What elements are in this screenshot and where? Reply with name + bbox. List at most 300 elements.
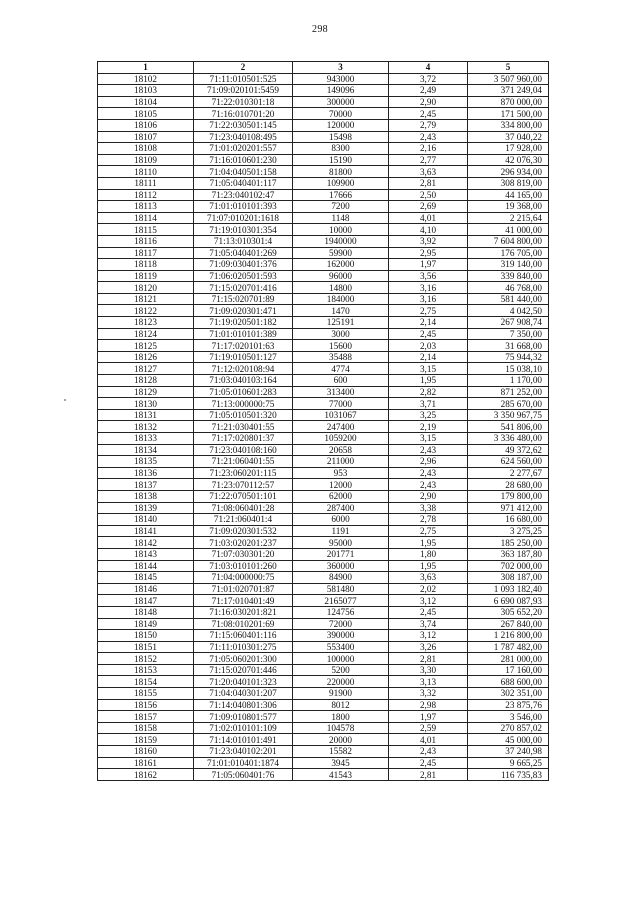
table-row <box>98 537 549 549</box>
rate-cell: 3,63 <box>389 572 468 584</box>
table-row <box>98 119 549 131</box>
row-number-cell: 18154 <box>98 676 194 688</box>
table-row <box>98 247 549 259</box>
area-cell: 953 <box>293 467 389 479</box>
value-cell: 624 560,00 <box>468 456 549 468</box>
cadastral-number-cell: 71:12:020108:94 <box>194 363 293 375</box>
area-cell: 100000 <box>293 653 389 665</box>
area-cell: 3000 <box>293 328 389 340</box>
rate-cell: 3,25 <box>389 409 468 421</box>
cadastral-number-cell: 71:07:030301:20 <box>194 548 293 560</box>
row-number-cell: 18127 <box>98 363 194 375</box>
row-number-cell: 18129 <box>98 386 194 398</box>
row-number-cell: 18155 <box>98 688 194 700</box>
cadastral-number-cell: 71:22:070501:101 <box>194 490 293 502</box>
table-row <box>98 328 549 340</box>
table-row <box>98 664 549 676</box>
area-cell: 553400 <box>293 641 389 653</box>
rate-cell: 4,10 <box>389 224 468 236</box>
value-cell: 37 240,98 <box>468 746 549 758</box>
row-number-cell: 18120 <box>98 282 194 294</box>
area-cell: 70000 <box>293 108 389 120</box>
value-cell: 363 187,80 <box>468 548 549 560</box>
cadastral-number-cell: 71:11:010301:275 <box>194 641 293 653</box>
table-row <box>98 630 549 642</box>
area-cell: 12000 <box>293 479 389 491</box>
area-cell: 15600 <box>293 340 389 352</box>
area-cell: 7200 <box>293 201 389 213</box>
rate-cell: 3,16 <box>389 282 468 294</box>
row-number-cell: 18160 <box>98 746 194 758</box>
area-cell: 2165077 <box>293 595 389 607</box>
table-header-row <box>98 62 549 74</box>
area-cell: 220000 <box>293 676 389 688</box>
value-cell: 1 216 800,00 <box>468 630 549 642</box>
cadastral-number-cell: 71:01:010401:1874 <box>194 757 293 769</box>
table-row <box>98 73 549 85</box>
row-number-cell: 18156 <box>98 699 194 711</box>
cadastral-number-cell: 71:17:020801:37 <box>194 433 293 445</box>
value-cell: 16 680,00 <box>468 514 549 526</box>
cadastral-number-cell: 71:16:030201:821 <box>194 606 293 618</box>
rate-cell: 2,59 <box>389 722 468 734</box>
row-number-cell: 18137 <box>98 479 194 491</box>
table-row <box>98 212 549 224</box>
value-cell: 179 800,00 <box>468 490 549 502</box>
row-number-cell: 18132 <box>98 421 194 433</box>
table-row <box>98 143 549 155</box>
area-cell: 201771 <box>293 548 389 560</box>
cadastral-number-cell: 71:21:030401:55 <box>194 421 293 433</box>
value-cell: 1 170,00 <box>468 375 549 387</box>
row-number-cell: 18106 <box>98 119 194 131</box>
rate-cell: 2,90 <box>389 96 468 108</box>
value-cell: 41 000,00 <box>468 224 549 236</box>
rate-cell: 2,43 <box>389 479 468 491</box>
rate-cell: 2,81 <box>389 177 468 189</box>
table-row <box>98 108 549 120</box>
rate-cell: 2,82 <box>389 386 468 398</box>
table-row <box>98 270 549 282</box>
value-cell: 308 819,00 <box>468 177 549 189</box>
area-cell: 1191 <box>293 525 389 537</box>
table-row <box>98 85 549 97</box>
cadastral-number-cell: 71:23:040102:201 <box>194 746 293 758</box>
rate-cell: 3,38 <box>389 502 468 514</box>
value-cell: 702 000,00 <box>468 560 549 572</box>
area-cell: 10000 <box>293 224 389 236</box>
row-number-cell: 18119 <box>98 270 194 282</box>
cadastral-number-cell: 71:15:020701:89 <box>194 293 293 305</box>
cadastral-number-cell: 71:22:010301:18 <box>194 96 293 108</box>
rate-cell: 2,43 <box>389 444 468 456</box>
rate-cell: 1,95 <box>389 375 468 387</box>
rate-cell: 2,78 <box>389 514 468 526</box>
value-cell: 15 038,10 <box>468 363 549 375</box>
cadastral-number-cell: 71:13:000000:75 <box>194 398 293 410</box>
area-cell: 211000 <box>293 456 389 468</box>
table-row <box>98 688 549 700</box>
cadastral-number-cell: 71:03:010101:260 <box>194 560 293 572</box>
table-row <box>98 456 549 468</box>
table-row <box>98 224 549 236</box>
area-cell: 360000 <box>293 560 389 572</box>
rate-cell: 2,43 <box>389 746 468 758</box>
value-cell: 42 076,30 <box>468 154 549 166</box>
area-cell: 600 <box>293 375 389 387</box>
area-cell: 81800 <box>293 166 389 178</box>
area-cell: 35488 <box>293 351 389 363</box>
value-cell: 688 600,00 <box>468 676 549 688</box>
row-number-cell: 18116 <box>98 235 194 247</box>
cadastral-number-cell: 71:02:010101:109 <box>194 722 293 734</box>
value-cell: 1 093 182,40 <box>468 583 549 595</box>
row-number-cell: 18125 <box>98 340 194 352</box>
row-number-cell: 18145 <box>98 572 194 584</box>
cadastral-number-cell: 71:16:010601:230 <box>194 154 293 166</box>
cadastral-number-cell: 71:19:010501:127 <box>194 351 293 363</box>
row-number-cell: 18136 <box>98 467 194 479</box>
cadastral-number-cell: 71:05:010601:283 <box>194 386 293 398</box>
area-cell: 1470 <box>293 305 389 317</box>
data-table <box>97 61 549 781</box>
row-number-cell: 18135 <box>98 456 194 468</box>
page-number: 298 <box>312 24 328 35</box>
value-cell: 17 928,00 <box>468 143 549 155</box>
table-row <box>98 572 549 584</box>
cadastral-number-cell: 71:17:010401:49 <box>194 595 293 607</box>
table-row <box>98 433 549 445</box>
cadastral-number-cell: 71:08:060401:28 <box>194 502 293 514</box>
rate-cell: 3,12 <box>389 595 468 607</box>
cadastral-number-cell: 71:22:030501:145 <box>194 119 293 131</box>
rate-cell: 3,26 <box>389 641 468 653</box>
cadastral-number-cell: 71:09:010801:577 <box>194 711 293 723</box>
cadastral-number-cell: 71:01:020701:87 <box>194 583 293 595</box>
value-cell: 541 806,00 <box>468 421 549 433</box>
cadastral-number-cell: 71:05:010501:320 <box>194 409 293 421</box>
row-number-cell: 18111 <box>98 177 194 189</box>
value-cell: 371 249,04 <box>468 85 549 97</box>
row-number-cell: 18103 <box>98 85 194 97</box>
area-cell: 104578 <box>293 722 389 734</box>
row-number-cell: 18115 <box>98 224 194 236</box>
table-row <box>98 177 549 189</box>
rate-cell: 2,49 <box>389 85 468 97</box>
rate-cell: 2,43 <box>389 467 468 479</box>
cadastral-number-cell: 71:14:010101:491 <box>194 734 293 746</box>
value-cell: 267 840,00 <box>468 618 549 630</box>
table-row <box>98 514 549 526</box>
value-cell: 176 705,00 <box>468 247 549 259</box>
value-cell: 7 350,00 <box>468 328 549 340</box>
table-row <box>98 641 549 653</box>
row-number-cell: 18108 <box>98 143 194 155</box>
area-cell: 96000 <box>293 270 389 282</box>
row-number-cell: 18134 <box>98 444 194 456</box>
row-number-cell: 18133 <box>98 433 194 445</box>
rate-cell: 1,97 <box>389 711 468 723</box>
value-cell: 44 165,00 <box>468 189 549 201</box>
value-cell: 28 680,00 <box>468 479 549 491</box>
cadastral-number-cell: 71:15:020701:416 <box>194 282 293 294</box>
rate-cell: 2,45 <box>389 328 468 340</box>
cadastral-number-cell: 71:03:020201:237 <box>194 537 293 549</box>
value-cell: 319 140,00 <box>468 259 549 271</box>
column-header-4: 4 <box>389 62 468 74</box>
row-number-cell: 18105 <box>98 108 194 120</box>
value-cell: 334 800,00 <box>468 119 549 131</box>
row-number-cell: 18153 <box>98 664 194 676</box>
cadastral-number-cell: 71:09:020301:532 <box>194 525 293 537</box>
value-cell: 305 652,20 <box>468 606 549 618</box>
table-row <box>98 189 549 201</box>
rate-cell: 4,01 <box>389 734 468 746</box>
value-cell: 285 670,00 <box>468 398 549 410</box>
table-row <box>98 444 549 456</box>
cadastral-number-cell: 71:04:040301:207 <box>194 688 293 700</box>
value-cell: 267 908,74 <box>468 317 549 329</box>
cadastral-number-cell: 71:21:060401:55 <box>194 456 293 468</box>
area-cell: 287400 <box>293 502 389 514</box>
area-cell: 120000 <box>293 119 389 131</box>
table-row <box>98 734 549 746</box>
rate-cell: 2,75 <box>389 525 468 537</box>
table-row <box>98 166 549 178</box>
cadastral-number-cell: 71:23:060201:115 <box>194 467 293 479</box>
table-row <box>98 699 549 711</box>
value-cell: 3 507 960,00 <box>468 73 549 85</box>
rate-cell: 2,16 <box>389 143 468 155</box>
value-cell: 296 934,00 <box>468 166 549 178</box>
cadastral-number-cell: 71:13:010301:4 <box>194 235 293 247</box>
rate-cell: 2,79 <box>389 119 468 131</box>
table-row <box>98 351 549 363</box>
row-number-cell: 18143 <box>98 548 194 560</box>
area-cell: 124756 <box>293 606 389 618</box>
area-cell: 3945 <box>293 757 389 769</box>
value-cell: 185 250,00 <box>468 537 549 549</box>
table-row <box>98 757 549 769</box>
table-row <box>98 548 549 560</box>
rate-cell: 2,19 <box>389 421 468 433</box>
row-number-cell: 18130 <box>98 398 194 410</box>
row-number-cell: 18112 <box>98 189 194 201</box>
value-cell: 270 857,02 <box>468 722 549 734</box>
area-cell: 1940000 <box>293 235 389 247</box>
row-number-cell: 18144 <box>98 560 194 572</box>
cadastral-number-cell: 71:07:010201:1618 <box>194 212 293 224</box>
area-cell: 1059200 <box>293 433 389 445</box>
value-cell: 31 668,00 <box>468 340 549 352</box>
row-number-cell: 18161 <box>98 757 194 769</box>
table-row <box>98 525 549 537</box>
area-cell: 6000 <box>293 514 389 526</box>
row-number-cell: 18126 <box>98 351 194 363</box>
cadastral-number-cell: 71:08:010201:69 <box>194 618 293 630</box>
cadastral-number-cell: 71:09:030401:376 <box>194 259 293 271</box>
table-row <box>98 583 549 595</box>
value-cell: 7 604 800,00 <box>468 235 549 247</box>
rate-cell: 2,75 <box>389 305 468 317</box>
area-cell: 5200 <box>293 664 389 676</box>
rate-cell: 4,01 <box>389 212 468 224</box>
row-number-cell: 18159 <box>98 734 194 746</box>
area-cell: 300000 <box>293 96 389 108</box>
table-row <box>98 746 549 758</box>
area-cell: 8012 <box>293 699 389 711</box>
rate-cell: 3,12 <box>389 630 468 642</box>
table-row <box>98 340 549 352</box>
area-cell: 15582 <box>293 746 389 758</box>
value-cell: 971 412,00 <box>468 502 549 514</box>
table-row <box>98 595 549 607</box>
value-cell: 45 000,00 <box>468 734 549 746</box>
row-number-cell: 18121 <box>98 293 194 305</box>
cadastral-number-cell: 71:23:040102:47 <box>194 189 293 201</box>
cadastral-number-cell: 71:16:010701:20 <box>194 108 293 120</box>
value-cell: 871 252,00 <box>468 386 549 398</box>
area-cell: 162000 <box>293 259 389 271</box>
row-number-cell: 18124 <box>98 328 194 340</box>
area-cell: 1031067 <box>293 409 389 421</box>
cadastral-number-cell: 71:03:040103:164 <box>194 375 293 387</box>
rate-cell: 3,71 <box>389 398 468 410</box>
value-cell: 3 275,25 <box>468 525 549 537</box>
area-cell: 20658 <box>293 444 389 456</box>
cadastral-number-cell: 71:23:040108:495 <box>194 131 293 143</box>
rate-cell: 3,32 <box>389 688 468 700</box>
cadastral-number-cell: 71:19:020501:182 <box>194 317 293 329</box>
table-row <box>98 479 549 491</box>
row-number-cell: 18131 <box>98 409 194 421</box>
table-body <box>98 73 549 780</box>
rate-cell: 1,95 <box>389 560 468 572</box>
table-row <box>98 618 549 630</box>
area-cell: 313400 <box>293 386 389 398</box>
table-row <box>98 490 549 502</box>
table-row <box>98 409 549 421</box>
value-cell: 46 768,00 <box>468 282 549 294</box>
row-number-cell: 18140 <box>98 514 194 526</box>
rate-cell: 2,81 <box>389 769 468 781</box>
rate-cell: 2,02 <box>389 583 468 595</box>
row-number-cell: 18152 <box>98 653 194 665</box>
row-number-cell: 18110 <box>98 166 194 178</box>
table-row <box>98 259 549 271</box>
rate-cell: 2,98 <box>389 699 468 711</box>
value-cell: 308 187,00 <box>468 572 549 584</box>
table-row <box>98 398 549 410</box>
area-cell: 95000 <box>293 537 389 549</box>
table-row <box>98 293 549 305</box>
area-cell: 15190 <box>293 154 389 166</box>
row-number-cell: 18149 <box>98 618 194 630</box>
value-cell: 49 372,62 <box>468 444 549 456</box>
row-number-cell: 18150 <box>98 630 194 642</box>
cadastral-number-cell: 71:20:040101:323 <box>194 676 293 688</box>
area-cell: 581480 <box>293 583 389 595</box>
rate-cell: 2,95 <box>389 247 468 259</box>
row-number-cell: 18113 <box>98 201 194 213</box>
row-number-cell: 18122 <box>98 305 194 317</box>
table-row <box>98 722 549 734</box>
table-row <box>98 282 549 294</box>
area-cell: 149096 <box>293 85 389 97</box>
value-cell: 23 875,76 <box>468 699 549 711</box>
rate-cell: 2,69 <box>389 201 468 213</box>
row-number-cell: 18123 <box>98 317 194 329</box>
value-cell: 1 787 482,00 <box>468 641 549 653</box>
value-cell: 870 000,00 <box>468 96 549 108</box>
table-row <box>98 201 549 213</box>
cadastral-number-cell: 71:19:010301:354 <box>194 224 293 236</box>
value-cell: 281 000,00 <box>468 653 549 665</box>
rate-cell: 2,81 <box>389 653 468 665</box>
row-number-cell: 18162 <box>98 769 194 781</box>
cadastral-number-cell: 71:23:040108:160 <box>194 444 293 456</box>
cadastral-number-cell: 71:05:040401:117 <box>194 177 293 189</box>
value-cell: 37 040,22 <box>468 131 549 143</box>
area-cell: 247400 <box>293 421 389 433</box>
table-row <box>98 606 549 618</box>
area-cell: 72000 <box>293 618 389 630</box>
value-cell: 3 350 967,75 <box>468 409 549 421</box>
rate-cell: 2,14 <box>389 351 468 363</box>
column-header-3: 3 <box>293 62 389 74</box>
area-cell: 91900 <box>293 688 389 700</box>
cadastral-number-cell: 71:17:020101:63 <box>194 340 293 352</box>
table-row <box>98 96 549 108</box>
rate-cell: 3,16 <box>389 293 468 305</box>
table-row <box>98 154 549 166</box>
table-row <box>98 653 549 665</box>
row-number-cell: 18148 <box>98 606 194 618</box>
table-row <box>98 317 549 329</box>
row-number-cell: 18151 <box>98 641 194 653</box>
area-cell: 84900 <box>293 572 389 584</box>
value-cell: 581 440,00 <box>468 293 549 305</box>
value-cell: 2 277,67 <box>468 467 549 479</box>
rate-cell: 2,03 <box>389 340 468 352</box>
table-row <box>98 676 549 688</box>
value-cell: 3 336 480,00 <box>468 433 549 445</box>
row-number-cell: 18147 <box>98 595 194 607</box>
rate-cell: 1,97 <box>389 259 468 271</box>
cadastral-number-cell: 71:01:020201:557 <box>194 143 293 155</box>
row-number-cell: 18117 <box>98 247 194 259</box>
table-row <box>98 235 549 247</box>
margin-mark <box>64 399 66 401</box>
rate-cell: 2,50 <box>389 189 468 201</box>
area-cell: 41543 <box>293 769 389 781</box>
area-cell: 17666 <box>293 189 389 201</box>
cadastral-number-cell: 71:09:020301:471 <box>194 305 293 317</box>
value-cell: 339 840,00 <box>468 270 549 282</box>
area-cell: 77000 <box>293 398 389 410</box>
cadastral-number-cell: 71:04:040501:158 <box>194 166 293 178</box>
area-cell: 184000 <box>293 293 389 305</box>
rate-cell: 2,43 <box>389 131 468 143</box>
row-number-cell: 18118 <box>98 259 194 271</box>
row-number-cell: 18139 <box>98 502 194 514</box>
value-cell: 6 690 087,93 <box>468 595 549 607</box>
value-cell: 3 546,00 <box>468 711 549 723</box>
rate-cell: 3,72 <box>389 73 468 85</box>
area-cell: 1800 <box>293 711 389 723</box>
rate-cell: 2,45 <box>389 757 468 769</box>
area-cell: 20000 <box>293 734 389 746</box>
